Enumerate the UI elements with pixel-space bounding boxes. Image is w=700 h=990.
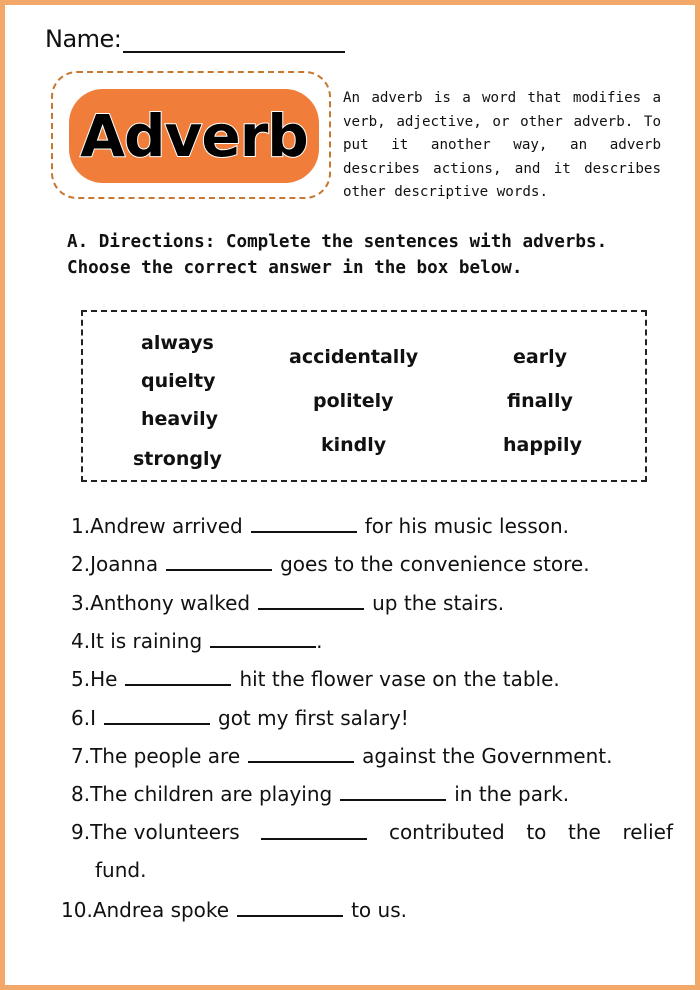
question-1: 1.Andrew arrived for his music lesson.	[71, 514, 570, 538]
question-3: 3.Anthony walked up the stairs.	[71, 591, 505, 615]
question-5: 5.He hit the flower vase on the table.	[71, 667, 560, 691]
answer-blank[interactable]	[258, 590, 364, 610]
directions-line-1: A. Directions: Complete the sentences with adverbs.	[67, 232, 608, 252]
title-badge-text: Adverb	[80, 102, 308, 170]
word-bank-item: always	[141, 332, 214, 354]
question-4: 4.It is raining .	[71, 629, 323, 653]
word-bank-item: heavily	[141, 408, 219, 430]
word-bank-item: politely	[313, 390, 394, 412]
name-label: Name:	[45, 25, 122, 53]
question-10: 10.Andrea spoke to us.	[61, 898, 407, 922]
adverb-definition: An adverb is a word that modifies a verb, adjective, or other adverb. To put it another way, an adverb describes actions, and it describes other descriptive words.	[343, 90, 661, 200]
name-field-row	[45, 25, 345, 53]
answer-blank[interactable]	[210, 628, 316, 648]
title-badge-fill	[69, 89, 319, 183]
directions	[67, 229, 667, 281]
word-bank-item: strongly	[133, 448, 222, 470]
question-8: 8.The children are playing in the park.	[71, 782, 570, 806]
name-blank-line[interactable]	[123, 29, 345, 53]
answer-blank[interactable]	[340, 781, 446, 801]
answer-blank[interactable]	[125, 666, 231, 686]
answer-blank[interactable]	[251, 513, 357, 533]
answer-blank[interactable]	[104, 705, 210, 725]
question-9-continuation: fund.	[95, 858, 147, 882]
title-badge	[45, 65, 337, 207]
word-bank-item: kindly	[321, 434, 387, 456]
word-bank-item: quielty	[141, 370, 216, 392]
word-bank-item: early	[513, 346, 567, 368]
question-9: 9.The volunteers contributed to the relief	[71, 820, 673, 844]
answer-blank[interactable]	[237, 897, 343, 917]
word-bank-item: finally	[507, 390, 573, 412]
question-2: 2.Joanna goes to the convenience store.	[71, 552, 590, 576]
question-6: 6.I got my first salary!	[71, 706, 409, 730]
word-bank-item: happily	[503, 434, 582, 456]
directions-line-2: Choose the correct answer in the box below.	[67, 258, 523, 278]
question-7: 7.The people are against the Government.	[71, 744, 613, 768]
word-bank-box	[81, 310, 647, 482]
answer-blank[interactable]	[248, 743, 354, 763]
word-bank-item: accidentally	[289, 346, 419, 368]
answer-blank[interactable]	[261, 820, 367, 840]
answer-blank[interactable]	[166, 551, 272, 571]
